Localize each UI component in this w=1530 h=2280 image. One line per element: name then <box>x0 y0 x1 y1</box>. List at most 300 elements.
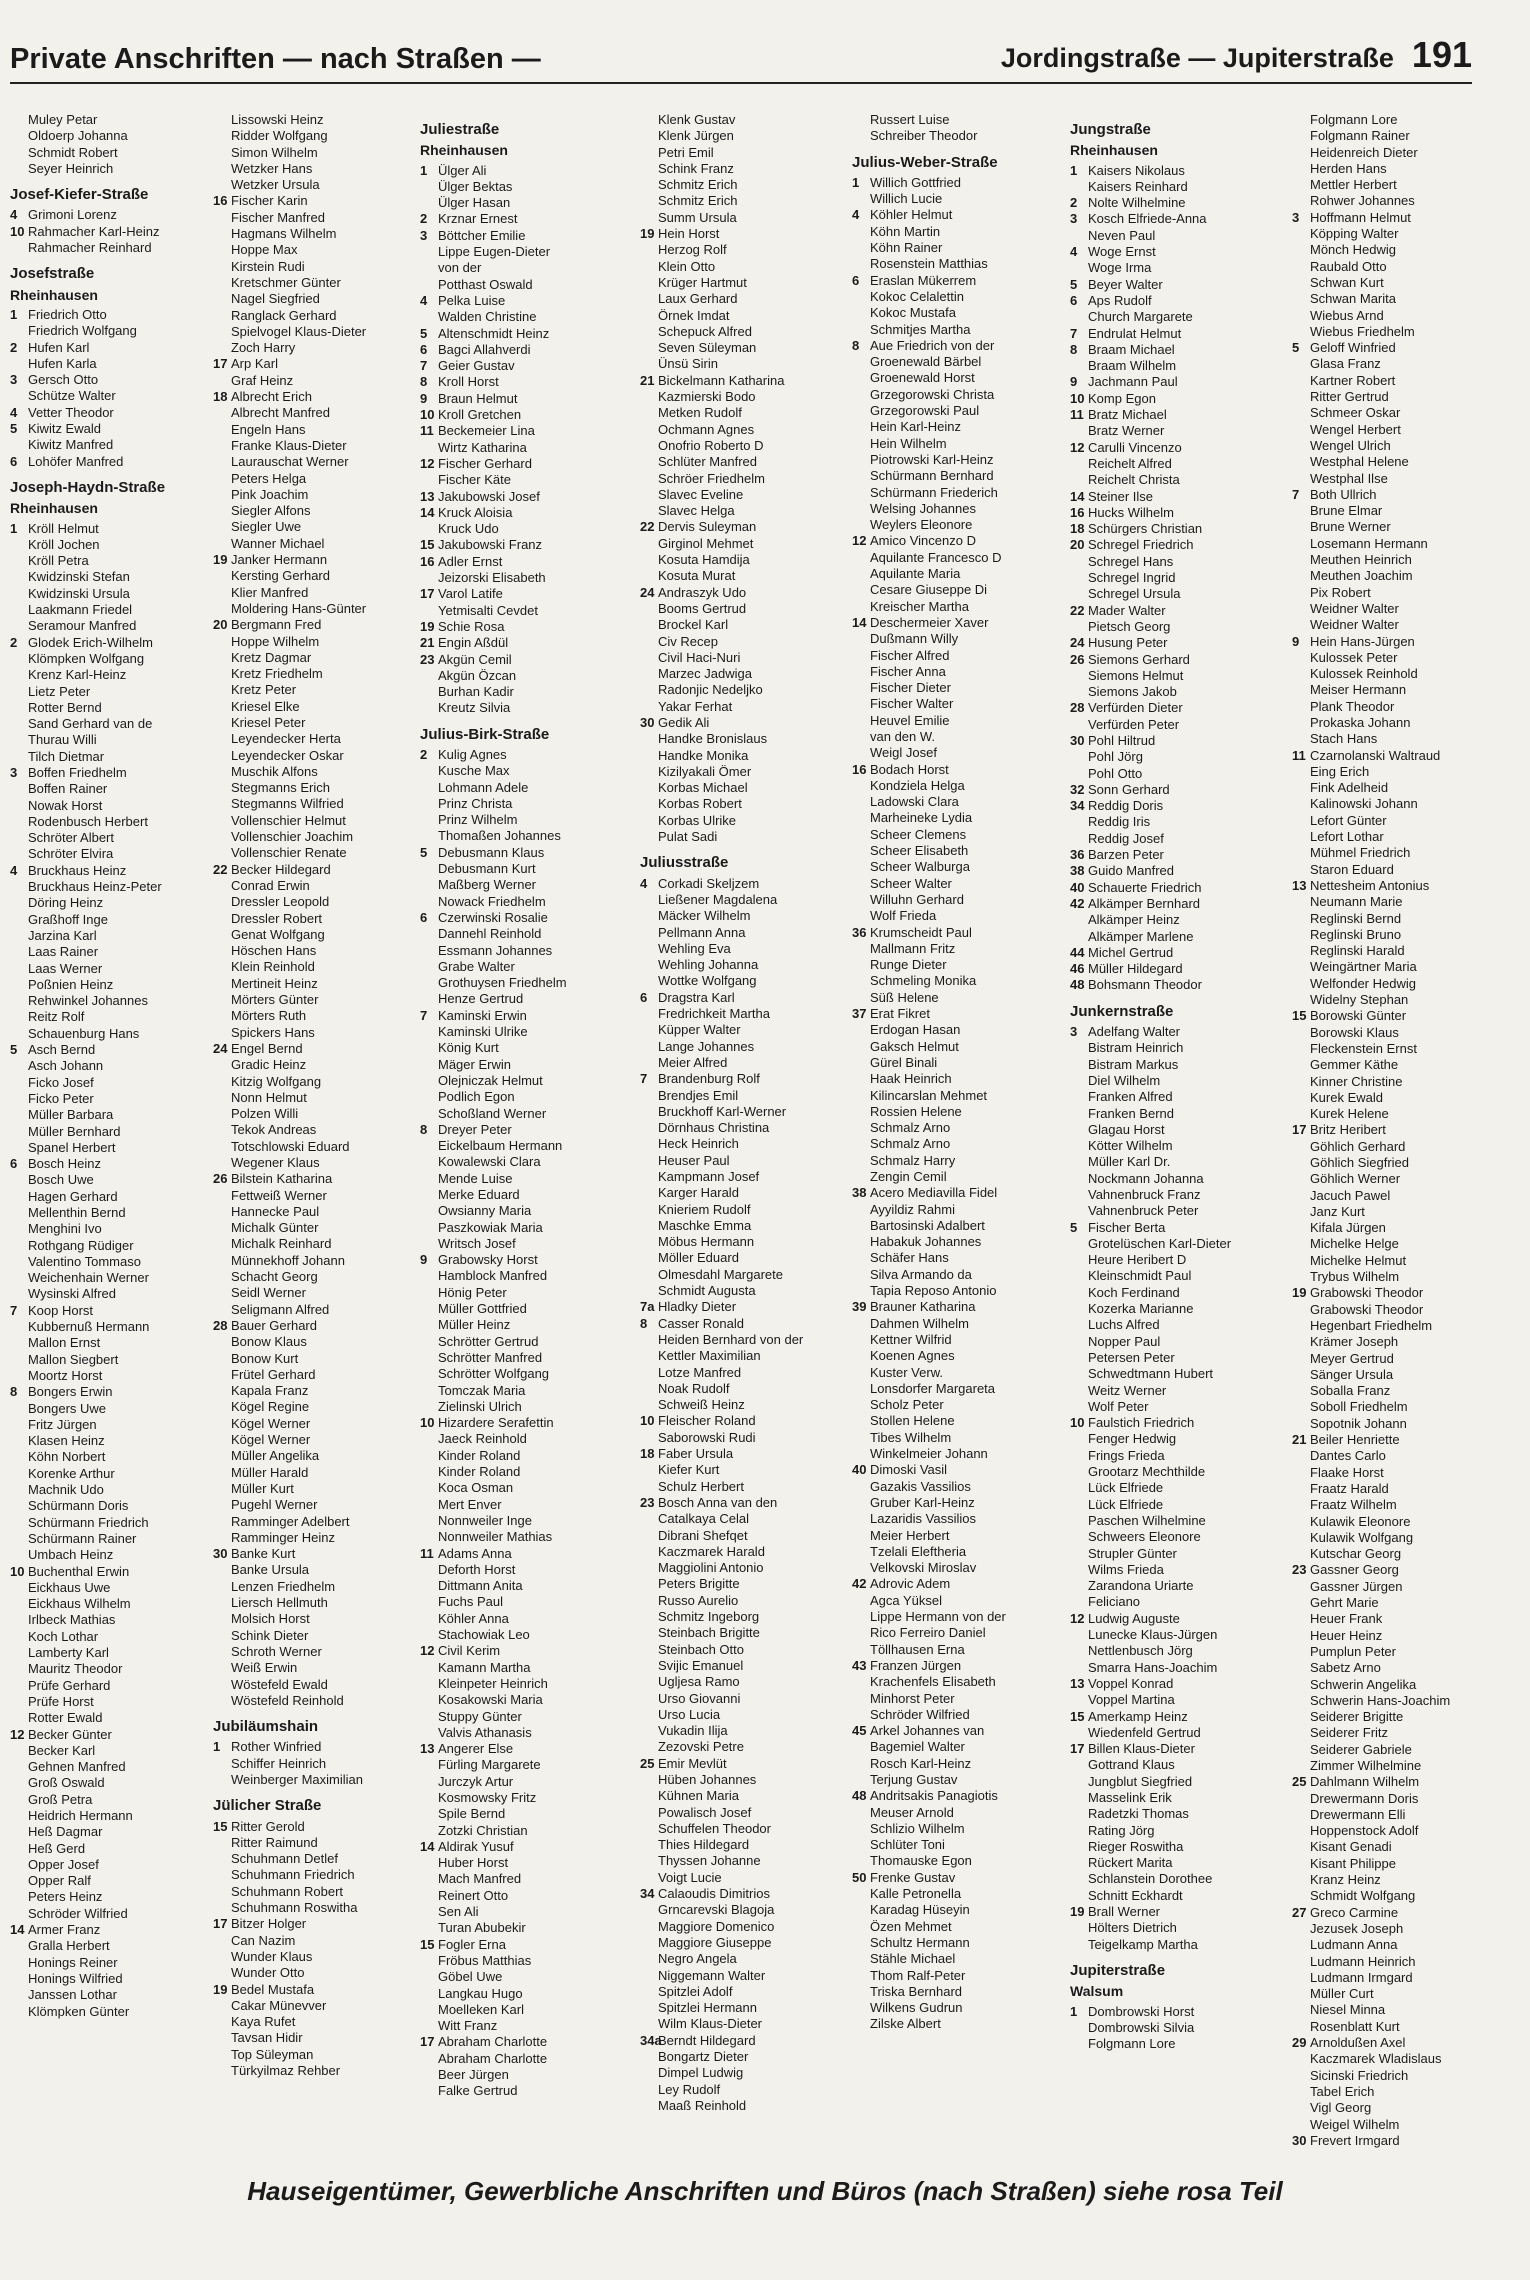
resident-entry <box>420 342 650 358</box>
house-number: 13 <box>1292 877 1307 893</box>
resident-name: Dervis Suleyman <box>658 519 757 535</box>
resident-entry <box>640 1576 855 1592</box>
resident-name: Weiß Erwin <box>231 1660 298 1676</box>
house-number: 19 <box>420 618 435 634</box>
resident-name: Voppel Konrad <box>1088 1675 1174 1691</box>
resident-name: Laux Gerhard <box>658 291 738 307</box>
resident-name: Soboll Friedhelm <box>1310 1399 1408 1415</box>
resident-name: Guido Manfred <box>1088 863 1174 879</box>
resident-entry <box>640 1430 855 1446</box>
resident-entry <box>640 1218 855 1234</box>
resident-name: Kifala Jürgen <box>1310 1220 1386 1236</box>
resident-entry <box>10 993 205 1009</box>
resident-name: Döring Heinz <box>28 895 104 911</box>
resident-name: Zotzki Christian <box>438 1822 528 1838</box>
resident-entry <box>420 1497 650 1513</box>
resident-entry <box>852 550 1077 566</box>
resident-entry <box>1292 943 1502 959</box>
resident-name: Schauenburg Hans <box>28 1025 140 1041</box>
resident-entry <box>213 1595 425 1611</box>
resident-name: Meuthen Joachim <box>1310 568 1413 584</box>
resident-name: Husung Peter <box>1088 635 1168 651</box>
resident-name: Tzelali Eleftheria <box>870 1543 967 1559</box>
resident-entry <box>1070 766 1310 782</box>
house-number: 11 <box>1070 407 1084 423</box>
resident-name: Höschen Hans <box>231 943 317 959</box>
resident-entry <box>640 1234 855 1250</box>
resident-name: Rosenblatt Kurt <box>1310 2018 1400 2034</box>
house-number: 14 <box>420 1838 435 1854</box>
resident-entry <box>852 1185 1077 1201</box>
resident-entry <box>213 1448 425 1464</box>
resident-name: Scheer Walter <box>870 875 952 891</box>
resident-entry <box>420 309 650 325</box>
resident-name: Maschke Emma <box>658 1217 752 1233</box>
resident-name: Alkämper Bernhard <box>1088 895 1200 911</box>
resident-name: Schmalz Arno <box>870 1136 951 1152</box>
resident-entry <box>1292 1693 1502 1709</box>
house-number: 3 <box>10 372 18 388</box>
resident-entry <box>10 1401 205 1417</box>
resident-name: Albrecht Erich <box>231 389 312 405</box>
resident-entry <box>10 846 205 862</box>
resident-name: Ludwig Auguste <box>1088 1610 1180 1626</box>
resident-entry <box>852 1332 1077 1348</box>
resident-entry <box>1292 308 1502 324</box>
resident-name: Schwerin Hans-Joachim <box>1310 1692 1451 1708</box>
resident-entry <box>640 892 855 908</box>
resident-name: Schultz Hermann <box>870 1934 970 1950</box>
resident-entry <box>1070 293 1310 309</box>
resident-name: Heidenreich Dieter <box>1310 144 1418 160</box>
resident-entry <box>1292 731 1502 747</box>
resident-entry <box>852 2016 1077 2032</box>
resident-entry <box>640 2098 855 2114</box>
resident-entry <box>213 1285 425 1301</box>
resident-name: Cesare Giuseppe Di <box>870 582 988 598</box>
resident-name: Gehnen Manfred <box>28 1759 126 1775</box>
resident-name: Grabe Walter <box>438 958 515 974</box>
house-number: 3 <box>420 227 428 243</box>
resident-name: Müller Hildegard <box>1088 961 1183 977</box>
resident-entry <box>213 1008 425 1024</box>
directory-column-1 <box>10 112 205 2157</box>
house-number: 30 <box>640 714 655 730</box>
resident-entry <box>213 1220 425 1236</box>
resident-entry <box>640 128 855 144</box>
resident-name: Bratz Werner <box>1088 423 1165 439</box>
resident-name: Sen Ali <box>438 1904 479 1920</box>
resident-entry <box>420 1888 650 1904</box>
resident-name: Reichelt Alfred <box>1088 455 1172 471</box>
resident-name: Arkel Johannes van <box>870 1723 985 1739</box>
resident-entry <box>1292 1057 1502 1073</box>
resident-entry <box>1070 1692 1310 1708</box>
resident-name: Pink Joachim <box>231 486 309 502</box>
resident-entry <box>10 145 205 161</box>
resident-name: Trybus Wilhelm <box>1310 1269 1400 1285</box>
resident-name: Kirstein Rudi <box>231 258 305 274</box>
resident-entry <box>1070 668 1310 684</box>
resident-entry <box>640 1935 855 1951</box>
resident-name: Dressler Robert <box>231 910 323 926</box>
resident-entry <box>640 1088 855 1104</box>
resident-entry <box>1070 1415 1310 1431</box>
house-number: 11 <box>420 423 434 439</box>
resident-entry <box>640 1495 855 1511</box>
resident-entry <box>1292 1204 1502 1220</box>
resident-entry <box>852 582 1077 598</box>
resident-name: Ficko Josef <box>28 1074 94 1090</box>
resident-entry <box>1292 1970 1502 1986</box>
resident-name: Schürgers Christian <box>1088 521 1203 537</box>
resident-entry <box>1292 1220 1502 1236</box>
resident-name: Schmeer Oskar <box>1310 405 1401 421</box>
resident-name: Tibes Wilhelm <box>870 1429 952 1445</box>
resident-name: Wöstefeld Reinhold <box>231 1692 344 1708</box>
resident-entry <box>213 1867 425 1883</box>
resident-name: Willuhn Gerhard <box>870 891 964 907</box>
resident-name: Gradic Heinz <box>231 1057 307 1073</box>
resident-entry <box>1292 1562 1502 1578</box>
resident-name: Dantes Carlo <box>1310 1448 1386 1464</box>
resident-name: Pix Robert <box>1310 584 1371 600</box>
resident-entry <box>1070 782 1310 798</box>
resident-entry <box>1292 862 1502 878</box>
resident-name: Glasa Franz <box>1310 356 1381 372</box>
resident-entry <box>852 599 1077 615</box>
resident-name: Kögel Regine <box>231 1399 310 1415</box>
resident-entry <box>640 1772 855 1788</box>
resident-name: Koch Ferdinand <box>1088 1284 1180 1300</box>
resident-name: Velkovski Miroslav <box>870 1560 977 1576</box>
resident-name: Welfonder Hedwig <box>1310 975 1416 991</box>
resident-entry <box>213 1302 425 1318</box>
resident-entry <box>420 1317 650 1333</box>
resident-name: Hufen Karl <box>28 339 90 355</box>
resident-name: Kizilyakali Ömer <box>658 763 752 779</box>
resident-name: Fischer Gerhard <box>438 455 532 471</box>
resident-name: Flaake Horst <box>1310 1464 1384 1480</box>
resident-name: Borowski Günter <box>1310 1008 1407 1024</box>
resident-entry <box>213 862 425 878</box>
resident-entry <box>420 1660 650 1676</box>
resident-entry <box>1292 1758 1502 1774</box>
resident-entry <box>10 1922 205 1938</box>
house-number: 24 <box>213 1040 228 1056</box>
resident-name: Pugehl Werner <box>231 1497 318 1513</box>
resident-entry <box>420 163 650 179</box>
resident-entry <box>1292 1074 1502 1090</box>
resident-entry <box>1292 1807 1502 1823</box>
resident-name: Jacuch Pawel <box>1310 1187 1391 1203</box>
house-number: 2 <box>10 634 18 650</box>
house-number: 13 <box>1070 1675 1085 1691</box>
resident-entry <box>213 1998 425 2014</box>
resident-entry <box>1292 585 1502 601</box>
resident-entry <box>640 1593 855 1609</box>
house-number: 18 <box>640 1446 655 1462</box>
resident-entry <box>640 796 855 812</box>
resident-entry <box>420 1920 650 1936</box>
resident-name: Gruber Karl-Heinz <box>870 1494 975 1510</box>
resident-entry <box>1070 2020 1310 2036</box>
resident-entry <box>420 1171 650 1187</box>
resident-entry <box>213 601 425 617</box>
resident-name: Folgmann Lore <box>1088 2036 1176 2052</box>
resident-name: Karadag Hüseyin <box>870 1902 970 1918</box>
resident-name: Lotze Manfred <box>658 1364 742 1380</box>
resident-entry <box>852 1120 1077 1136</box>
resident-name: Olmesdahl Margarete <box>658 1266 783 1282</box>
resident-name: Muley Petar <box>28 112 98 127</box>
resident-entry <box>852 1756 1077 1772</box>
resident-entry <box>10 128 205 144</box>
resident-entry <box>10 2004 205 2020</box>
resident-name: Heck Heinrich <box>658 1136 739 1152</box>
resident-name: Weidner Walter <box>1310 600 1399 616</box>
resident-name: Corkadi Skeljzem <box>658 875 760 891</box>
district-heading: Rheinhausen <box>10 286 98 303</box>
house-number: 26 <box>1070 651 1085 667</box>
resident-entry <box>1292 634 1502 650</box>
resident-name: Saborowski Rudi <box>658 1429 756 1445</box>
resident-name: Scholz Peter <box>870 1397 944 1413</box>
resident-name: Schregel Ingrid <box>1088 570 1176 586</box>
resident-entry <box>1292 1514 1502 1530</box>
resident-entry <box>1070 831 1310 847</box>
resident-entry <box>420 1236 650 1252</box>
resident-name: Mörters Ruth <box>231 1008 307 1024</box>
resident-entry <box>10 1156 205 1172</box>
resident-entry <box>852 1250 1077 1266</box>
resident-name: Wanner Michael <box>231 535 325 551</box>
house-number: 17 <box>420 2034 435 2050</box>
resident-name: Dittmann Anita <box>438 1578 523 1594</box>
house-number: 2 <box>420 746 428 762</box>
resident-entry <box>420 1366 650 1382</box>
resident-entry <box>640 454 855 470</box>
resident-name: Beckemeier Lina <box>438 423 535 439</box>
page-header <box>10 30 1472 84</box>
resident-name: Gürel Binali <box>870 1054 938 1070</box>
resident-name: Prüfe Horst <box>28 1693 94 1709</box>
house-number: 15 <box>1292 1008 1307 1024</box>
resident-name: Klier Manfred <box>231 584 309 600</box>
resident-entry <box>10 912 205 928</box>
resident-name: Handke Monika <box>658 747 749 763</box>
resident-name: Krznar Ernest <box>438 211 518 227</box>
resident-entry <box>1292 1546 1502 1562</box>
resident-entry <box>1070 277 1310 293</box>
resident-name: Dragstra Karl <box>658 989 735 1005</box>
resident-name: Michalk Günter <box>231 1220 319 1236</box>
resident-name: Schuffelen Theodor <box>658 1820 771 1836</box>
resident-entry <box>1292 177 1502 193</box>
resident-name: Kuster Verw. <box>870 1364 943 1380</box>
resident-name: Nowack Friedhelm <box>438 893 546 909</box>
house-number: 6 <box>10 1156 18 1172</box>
resident-name: Hein Horst <box>658 226 720 242</box>
resident-name: Schröter Elvira <box>28 846 114 862</box>
resident-name: Koenen Agnes <box>870 1348 955 1364</box>
resident-entry <box>213 1057 425 1073</box>
resident-name: Schrötter Manfred <box>438 1349 543 1365</box>
resident-entry <box>1070 1399 1310 1415</box>
directory-column-2 <box>213 112 425 2157</box>
resident-name: Slavec Helga <box>658 503 735 519</box>
district-heading: Rheinhausen <box>420 142 508 159</box>
resident-entry <box>852 648 1077 664</box>
resident-entry <box>852 1039 1077 1055</box>
house-number: 21 <box>1292 1432 1307 1448</box>
resident-name: Czerwinski Rosalie <box>438 909 548 925</box>
resident-name: Jarzina Karl <box>28 927 97 943</box>
resident-entry <box>852 1104 1077 1120</box>
resident-entry <box>420 391 650 407</box>
resident-entry <box>213 1416 425 1432</box>
resident-name: Drewermann Elli <box>1310 1806 1406 1822</box>
resident-name: Groß Petra <box>28 1791 93 1807</box>
resident-name: Weidner Walter <box>1310 617 1399 633</box>
resident-name: Vigl Georg <box>1310 2100 1372 2116</box>
resident-name: Lück Elfriede <box>1088 1480 1164 1496</box>
resident-entry <box>10 553 205 569</box>
resident-name: Kiwitz Ewald <box>28 421 101 437</box>
resident-entry <box>852 1837 1077 1853</box>
resident-name: Kroll Horst <box>438 374 499 390</box>
resident-entry <box>640 340 855 356</box>
resident-entry <box>420 1334 650 1350</box>
resident-name: Huber Horst <box>438 1855 509 1871</box>
resident-name: Kosch Elfriede-Anna <box>1088 211 1207 227</box>
house-number: 10 <box>10 1563 25 1579</box>
resident-entry <box>640 1381 855 1397</box>
resident-entry <box>420 1855 650 1871</box>
resident-name: Schwedtmann Hubert <box>1088 1366 1214 1382</box>
resident-entry <box>640 177 855 193</box>
resident-entry <box>420 456 650 472</box>
resident-entry <box>852 1169 1077 1185</box>
resident-name: Vollenschier Joachim <box>231 829 354 845</box>
resident-name: Wiedenfeld Gertrud <box>1088 1724 1201 1740</box>
resident-entry <box>10 1466 205 1482</box>
house-number: 40 <box>852 1462 867 1478</box>
resident-name: Maggiolini Antonio <box>658 1560 764 1576</box>
resident-name: Church Margarete <box>1088 309 1193 325</box>
house-number: 17 <box>213 356 228 372</box>
street-heading: Julius-Weber-Straße <box>852 154 998 171</box>
resident-name: Heß Gerd <box>28 1840 86 1856</box>
resident-entry <box>10 749 205 765</box>
house-number: 34a <box>640 2032 662 2048</box>
resident-entry <box>10 224 205 240</box>
resident-name: Bongers Erwin <box>28 1384 113 1400</box>
resident-entry <box>10 879 205 895</box>
resident-entry <box>1292 291 1502 307</box>
resident-name: Ülger Hasan <box>438 195 511 211</box>
resident-entry <box>852 1446 1077 1462</box>
resident-entry <box>10 1612 205 1628</box>
street-heading: Juliestraße <box>420 122 500 138</box>
resident-entry <box>10 1009 205 1025</box>
resident-name: Schlizio Wilhelm <box>870 1820 965 1836</box>
resident-entry <box>213 1155 425 1171</box>
resident-entry <box>10 1368 205 1384</box>
house-number: 2 <box>1070 195 1078 211</box>
resident-name: Weigel Wilhelm <box>1310 2116 1400 2132</box>
resident-entry <box>1070 1823 1310 1839</box>
resident-name: Sand Gerhard van de <box>28 716 153 732</box>
resident-name: Moelleken Karl <box>438 2001 524 2017</box>
resident-entry <box>852 843 1077 859</box>
resident-entry <box>213 1399 425 1415</box>
resident-name: Kwidzinski Ursula <box>28 585 130 601</box>
street-heading: Julius-Birk-Straße <box>420 726 550 743</box>
resident-entry <box>640 487 855 503</box>
resident-name: Steinbach Otto <box>658 1641 744 1657</box>
resident-name: Wengel Ulrich <box>1310 437 1391 453</box>
resident-name: Zilske Albert <box>870 2016 941 2032</box>
house-number: 3 <box>1292 209 1300 225</box>
resident-name: Kettler Maximilian <box>658 1348 761 1364</box>
resident-entry <box>1292 340 1502 356</box>
resident-entry <box>10 1124 205 1140</box>
resident-name: Schmitz Ingeborg <box>658 1609 760 1625</box>
resident-entry <box>213 1562 425 1578</box>
resident-name: Metken Rudolf <box>658 405 742 421</box>
resident-entry <box>213 1546 425 1562</box>
resident-entry <box>213 1949 425 1965</box>
resident-entry <box>852 664 1077 680</box>
resident-name: Rother Winfried <box>231 1739 322 1755</box>
resident-name: Meuthen Heinrich <box>1310 552 1412 568</box>
resident-name: Smarra Hans-Joachim <box>1088 1659 1218 1675</box>
resident-entry <box>640 1560 855 1576</box>
resident-name: Spile Bernd <box>438 1806 506 1822</box>
resident-name: Geloff Winfried <box>1310 340 1396 356</box>
house-number: 20 <box>1070 537 1085 553</box>
resident-name: Mellenthin Bernd <box>28 1205 126 1220</box>
resident-entry <box>213 1367 425 1383</box>
resident-name: Seven Süleyman <box>658 340 757 356</box>
resident-name: Kosuta Hamdija <box>658 552 750 568</box>
resident-name: Müller Harald <box>231 1464 309 1480</box>
resident-entry <box>1292 193 1502 209</box>
resident-name: Göhlich Werner <box>1310 1171 1401 1187</box>
header-range-text: Jordingstraße — Jupiterstraße <box>1000 43 1394 73</box>
resident-entry <box>420 1464 650 1480</box>
resident-entry <box>1070 635 1310 651</box>
resident-name: Schweiß Heinz <box>658 1397 745 1413</box>
resident-entry <box>1070 2004 1310 2020</box>
resident-name: Krämer Joseph <box>1310 1334 1399 1350</box>
resident-entry <box>1070 1546 1310 1562</box>
resident-entry <box>420 2067 650 2083</box>
resident-entry <box>1070 179 1310 195</box>
resident-entry <box>1070 1383 1310 1399</box>
resident-entry <box>1292 2002 1502 2018</box>
resident-entry <box>1292 1008 1502 1024</box>
resident-name: Stachowiak Leo <box>438 1627 530 1643</box>
resident-name: Lefort Günter <box>1310 812 1387 828</box>
resident-name: Mönch Hedwig <box>1310 242 1396 258</box>
resident-entry <box>640 145 855 161</box>
resident-name: Fischer Anna <box>870 663 946 679</box>
resident-entry <box>852 403 1077 419</box>
resident-entry <box>420 1676 650 1692</box>
resident-name: Schröder Wilfried <box>28 1905 128 1921</box>
